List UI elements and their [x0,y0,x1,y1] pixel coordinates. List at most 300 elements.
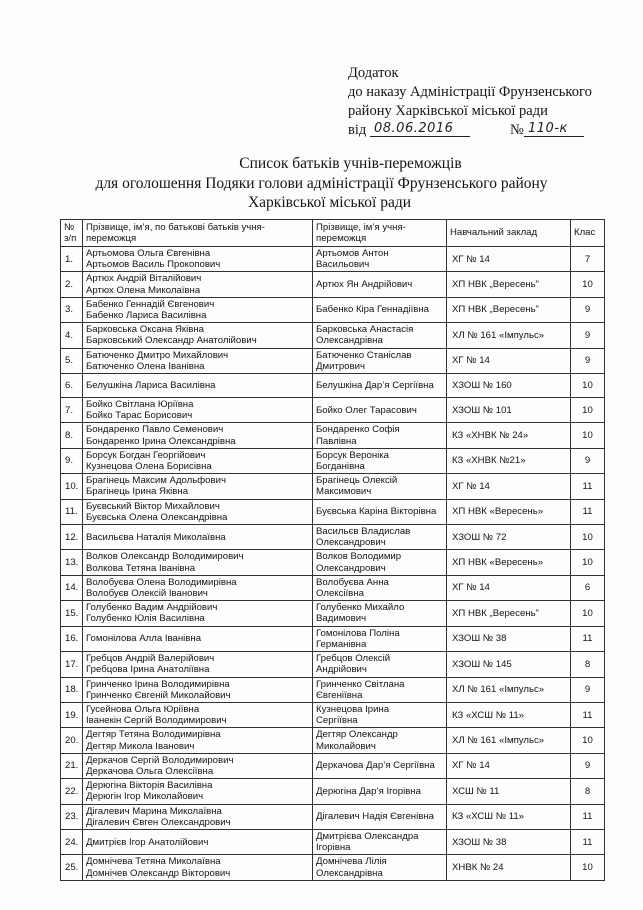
row-number-text: 4. [65,329,74,341]
parents-cell-text: Белушкіна Лариса Василівна [86,379,216,391]
parents-cell [83,702,313,727]
student-cell [313,247,447,272]
parents-cell-text: Домнічев Олександр Вікторович [86,867,231,879]
parents-cell-text: Волков Олександр Володимирович [86,551,244,563]
student-cell-text: Батюченко Станіслав [316,349,412,361]
row-number-text: 13. [65,557,79,569]
student-cell-text: Дігалевич Надія Євгенівна [316,811,434,823]
school-cell [447,297,571,322]
table-row [61,702,605,727]
grade-cell [571,272,605,297]
student-cell-text: Голубенко Михайло [316,602,405,614]
student-cell [313,374,447,398]
student-cell-text: Волков Володимир [316,551,402,563]
grade-cell-text: 10 [582,379,593,391]
order-reference-line-2: району Харківської міської ради [348,103,548,119]
student-cell-text: Артьомов Антон [316,248,389,259]
student-cell [313,829,447,854]
parents-cell-text: Голубенко Юлія Василівна [86,613,205,625]
student-cell [313,550,447,575]
student-cell [313,728,447,753]
school-cell [447,398,571,423]
parents-cell-text: Дігалевич Марина Миколаївна [86,805,222,817]
grade-cell-text: 10 [582,861,593,873]
row-number-text: 9. [65,455,74,467]
row-number-text: 12. [65,531,79,543]
table-row [61,448,605,473]
grade-cell [571,753,605,778]
parents-cell [83,575,313,600]
row-number-text: 16. [65,633,79,645]
handwritten-order-number: 110-к [528,121,568,136]
school-cell-text: ХП НВК «Вересень» [452,557,544,569]
parents-cell [83,728,313,753]
row-number [61,323,83,348]
grade-cell-text: 11 [582,633,593,645]
student-cell-text: Євгеніївна [316,689,363,701]
school-cell [447,728,571,753]
number-underline [524,136,584,137]
parents-cell [83,297,313,322]
parents-cell [83,398,313,423]
table-row [61,626,605,651]
student-cell-text: Гомонілова Поліна [316,627,400,639]
parents-cell-text: Волкова Тетяна Іванівна [86,562,196,574]
grade-cell-text: 10 [582,734,593,746]
student-cell [313,499,447,524]
student-cell-text: Бондаренко Софія [316,424,400,436]
grade-cell [571,804,605,829]
grade-cell-text: 8 [584,785,591,797]
student-cell [313,626,447,651]
parents-cell [83,423,313,448]
student-cell-text: Васильович [316,259,370,271]
student-cell-text: Белушкіна Дар’я Сергіївна [316,379,434,391]
row-number-text: 23. [65,811,79,823]
parents-cell-text: Батюченко Олена Іванівна [86,360,205,372]
parents-cell-text: Артюх Андрій Віталійович [86,273,202,285]
title-line-3: Харківської міської ради [247,194,412,211]
parents-cell-text: Батюченко Дмитро Михайлович [86,349,229,361]
parents-cell-text: Дерюгін Ігор Миколайович [86,791,204,803]
school-cell-text: ХГ № 14 [452,760,490,772]
parents-cell [83,753,313,778]
grade-cell-text: 8 [584,658,591,670]
student-cell-text: Кузнецова Ірина [316,703,390,715]
row-number [61,829,83,854]
grade-cell-text: 11 [582,811,593,823]
parents-cell-text: Деркачова Ольга Олексіївна [86,765,214,777]
row-number [61,272,83,297]
order-reference-line-1: до наказу Адміністрації Фрунзенського [348,84,592,100]
grade-cell-text: 7 [584,253,591,265]
student-cell-text: Олександрович [316,537,386,549]
student-cell [313,855,447,880]
document-title [0,154,643,213]
table-row [61,247,605,272]
student-cell-text: Олександрович [316,562,386,574]
row-number [61,804,83,829]
school-cell-text: ХЗОШ № 38 [452,633,507,645]
grade-cell [571,779,605,804]
row-number-text: 17. [65,658,79,670]
parents-cell-text: Дмитрієв Ігор Анатолійович [86,836,209,848]
grade-cell [571,829,605,854]
school-cell [447,855,571,880]
parents-cell-text: Артюх Олена Миколаївна [86,284,201,296]
student-cell-text: Олексіївна [316,588,364,600]
school-cell-text: ХЛ № 161 «Імпульс» [452,684,545,696]
row-number-text: 2. [65,279,74,290]
student-cell-text: Артюх Ян Андрійович [316,279,413,290]
parents-cell-text: Буєвський Віктор Михайлович [86,500,220,512]
table-row [61,525,605,550]
student-cell [313,575,447,600]
school-cell [447,779,571,804]
table-row [61,297,605,322]
school-cell [447,601,571,626]
parents-cell-text: Артьомова Ольга Євгенівна [86,248,211,259]
student-cell-text: Олександрівна [316,867,383,879]
parents-cell [83,855,313,880]
school-cell-text: ХГ № 14 [452,253,490,265]
student-cell [313,677,447,702]
school-cell-text: ХЗОШ № 160 [452,379,512,391]
header-parents: Прізвище, ім’я, по батькові батьків учня-переможця [83,220,313,247]
student-cell-text: Дмитрович [316,360,365,372]
school-cell-text: ХЗОШ № 72 [452,531,507,543]
grade-cell-text: 11 [582,709,593,721]
school-cell [447,525,571,550]
table-row [61,804,605,829]
row-number-text: 10. [65,480,79,492]
student-cell [313,348,447,373]
student-cell-text: Дмитрієва Олександра [316,830,419,842]
parents-cell [83,677,313,702]
grade-cell-text: 9 [584,329,591,341]
parents-cell-text: Гринченко Ірина Володимирівна [86,678,230,690]
parents-cell-text: Дегтяр Тетяна Володимирівна [86,729,221,741]
parents-cell [83,652,313,677]
grade-cell [571,423,605,448]
student-cell [313,272,447,297]
table-header-row [61,220,605,247]
grade-cell [571,297,605,322]
row-number-text: 18. [65,684,79,696]
school-cell-text: КЗ «ХСШ № 11» [452,811,524,823]
student-cell-text: Буєвська Каріна Вікторівна [316,506,437,518]
parents-cell-text: Кузнецова Олена Борисівна [86,461,212,473]
parents-cell-text: Бойко Світлана Юріївна [86,399,194,411]
student-cell-text: Олександрівна [316,335,383,347]
student-cell-text: Брагінець Олексій [316,475,398,487]
school-cell-text: ХП НВК „Вересень” [452,279,539,290]
student-cell [313,525,447,550]
row-number-text: 22. [65,785,79,797]
grade-cell [571,525,605,550]
row-number-text: 11. [65,506,78,518]
parents-cell [83,474,313,499]
parents-cell [83,448,313,473]
parents-cell [83,348,313,373]
school-cell-text: ХЗОШ № 101 [452,404,512,416]
row-number [61,626,83,651]
school-cell [447,247,571,272]
grade-cell-text: 10 [582,607,593,619]
row-number [61,297,83,322]
parents-cell-text: Волобуєва Олена Володимирівна [86,576,237,588]
parents-cell-text: Бойко Тарас Борисович [86,410,193,422]
row-number [61,855,83,880]
row-number-text: 14. [65,582,79,594]
school-cell-text: ХНВК № 24 [452,861,504,873]
row-number [61,525,83,550]
parents-cell-text: Борсук Богдан Георгійович [86,449,206,461]
student-cell [313,601,447,626]
school-cell-text: ХЛ № 161 «Імпульс» [452,329,545,341]
student-cell [313,448,447,473]
table-row [61,575,605,600]
row-number [61,550,83,575]
row-number-text: 6. [65,379,74,391]
student-cell [313,323,447,348]
student-cell [313,753,447,778]
school-cell [447,652,571,677]
table-row [61,323,605,348]
grade-cell [571,855,605,880]
student-cell-text: Вадимович [316,613,367,625]
grade-cell-text: 11 [582,836,593,848]
school-cell-text: ХГ № 14 [452,355,490,367]
grade-cell-text: 10 [582,430,593,442]
parents-cell-text: Барковський Олександр Анатолійович [86,335,257,347]
row-number [61,702,83,727]
school-cell [447,753,571,778]
table-row [61,753,605,778]
student-cell-text: Барковська Анастасія [316,324,414,336]
school-cell-text: КЗ «ХСШ № 11» [452,709,524,721]
row-number [61,728,83,753]
table-row [61,423,605,448]
school-cell [447,323,571,348]
school-cell [447,804,571,829]
grade-cell [571,499,605,524]
school-cell [447,702,571,727]
student-cell [313,804,447,829]
from-label: від [348,122,367,138]
row-number-text: 1. [65,253,74,265]
table-row [61,398,605,423]
row-number [61,677,83,702]
date-underline [370,136,470,137]
school-cell [447,499,571,524]
student-cell [313,702,447,727]
row-number [61,423,83,448]
student-cell-text: Бойко Олег Тарасович [316,404,417,416]
row-number [61,575,83,600]
grade-cell-text: 9 [584,760,591,772]
grade-cell [571,575,605,600]
parents-cell-text: Бабенко Лариса Василівна [86,310,207,322]
table-row [61,499,605,524]
row-number [61,753,83,778]
school-cell [447,272,571,297]
title-line-1: Список батьків учнів-переможців [239,155,462,172]
parents-cell-text: Васильєва Наталія Миколаївна [86,531,226,543]
parents-cell-text: Бондаренко Павло Семенович [86,424,224,436]
grade-cell-text: 10 [582,279,593,290]
school-cell [447,474,571,499]
school-cell [447,575,571,600]
student-cell-text: Максимович [316,486,372,498]
student-cell-text: Деркачова Дар’я Сергіївна [316,760,435,772]
student-cell-text: Гребцов Олексій [316,653,391,665]
table-row [61,855,605,880]
school-cell [447,829,571,854]
row-number-text: 21. [65,760,79,772]
school-cell [447,626,571,651]
row-number [61,398,83,423]
row-number-text: 15. [65,607,79,619]
row-number-text: 5. [65,355,74,367]
parents-cell-text: Гребцова Ірина Анатоліївна [86,664,210,676]
school-cell [447,677,571,702]
parents-cell [83,550,313,575]
number-label: № [510,122,524,138]
grade-cell-text: 9 [584,455,591,467]
row-number [61,652,83,677]
grade-cell [571,550,605,575]
header-student: Прізвище, ім’я учня-переможця [313,220,447,247]
table-row [61,779,605,804]
row-number-text: 7. [65,404,74,416]
student-cell [313,423,447,448]
table-row [61,272,605,297]
table-row [61,829,605,854]
parents-cell [83,829,313,854]
grade-cell [571,728,605,753]
school-cell [447,423,571,448]
grade-cell [571,702,605,727]
parents-cell-text: Буєвська Олена Олександрівна [86,511,228,523]
header-number: № з/п [61,220,83,247]
order-addendum-block [348,64,592,141]
parents-table [60,219,605,881]
parents-cell [83,804,313,829]
parents-cell-text: Дігалевич Євген Олександрович [86,816,231,828]
parents-cell-text: Дерюгіна Вікторія Василівна [86,780,213,792]
parents-cell-text: Бондаренко Ірина Олександрівна [86,435,236,447]
table-row [61,348,605,373]
student-cell-text: Гринченко Світлана [316,678,405,690]
grade-cell-text: 10 [582,557,593,569]
table-row [61,374,605,398]
grade-cell-text: 9 [584,355,591,367]
school-cell-text: ХСШ № 11 [452,785,500,797]
parents-cell-text: Гребцов Андрій Валерійович [86,653,215,665]
parents-cell-text: Гринченко Євгеній Миколайович [86,689,231,701]
grade-cell [571,374,605,398]
parents-cell-text: Волобуєв Олексій Іванович [86,588,208,600]
grade-cell-text: 6 [584,582,591,594]
parents-cell-text: Бабенко Геннадій Євгенович [86,298,215,310]
table-row [61,550,605,575]
student-cell [313,652,447,677]
school-cell [447,348,571,373]
parents-cell [83,779,313,804]
school-cell-text: ХГ № 14 [452,582,490,594]
grade-cell [571,398,605,423]
parents-cell-text: Брагінець Максим Адольфович [86,475,226,487]
row-number-text: 20. [65,734,79,746]
parents-cell-text: Гомонілова Алла Іванівна [86,633,202,645]
grade-cell-text: 10 [582,404,593,416]
row-number-text: 24. [65,836,79,848]
parents-cell [83,247,313,272]
parents-cell [83,374,313,398]
parents-cell-text: Голубенко Вадим Андрійович [86,602,218,614]
grade-cell-text: 9 [584,304,591,316]
student-cell [313,474,447,499]
parents-cell-text: Барковська Оксана Яківна [86,324,204,336]
student-cell-text: Волобуєва Анна [316,576,389,588]
student-cell-text: Бабенко Кіра Геннадіївна [316,304,429,316]
row-number-text: 8. [65,430,74,442]
school-cell [447,550,571,575]
parents-cell [83,499,313,524]
header-school: Навчальний заклад [447,220,571,247]
row-number [61,601,83,626]
table-row [61,474,605,499]
parents-cell-text: Гусейнова Ольга Юріївна [86,703,200,715]
title-line-2: для оголошення Подяки голови адміністрації Фрунзенського району [95,174,548,192]
parents-cell [83,626,313,651]
student-cell-text: Домнічева Лілія [316,856,387,868]
student-cell-text: Павлівна [316,435,357,447]
school-cell [447,374,571,398]
grade-cell-text: 11 [582,506,593,518]
school-cell [447,448,571,473]
row-number [61,348,83,373]
school-cell-text: ХП НВК „Вересень” [452,304,539,316]
grade-cell-text: 9 [584,684,591,696]
school-cell-text: ХЛ № 161 «Імпульс» [452,734,545,746]
student-cell-text: Борсук Вероніка [316,449,390,461]
handwritten-date: 08.06.2016 [374,121,454,136]
parents-cell-text: Іванекін Сергій Володимирович [86,715,227,727]
grade-cell [571,247,605,272]
grade-cell [571,348,605,373]
table-body [61,247,605,881]
parents-cell-text: Деркачов Сергій Володимирович [86,754,234,766]
school-cell-text: КЗ «ХНВК №21» [452,455,526,467]
grade-cell [571,601,605,626]
parents-cell-text: Дегтяр Микола Іванович [86,740,195,752]
order-date-number-row [348,121,592,141]
student-cell-text: Андрійович [316,664,367,676]
grade-cell [571,323,605,348]
student-cell-text: Германівна [316,638,367,650]
parents-cell-text: Домнічева Тетяна Миколаївна [86,856,221,868]
row-number [61,779,83,804]
table-row [61,728,605,753]
school-cell-text: ХП НВК „Вересень” [452,607,539,619]
student-cell-text: Дегтяр Олександр [316,729,398,741]
row-number-text: 25. [65,861,79,873]
student-cell-text: Миколайович [316,740,376,752]
grade-cell-text: 10 [582,531,593,543]
parents-cell [83,272,313,297]
